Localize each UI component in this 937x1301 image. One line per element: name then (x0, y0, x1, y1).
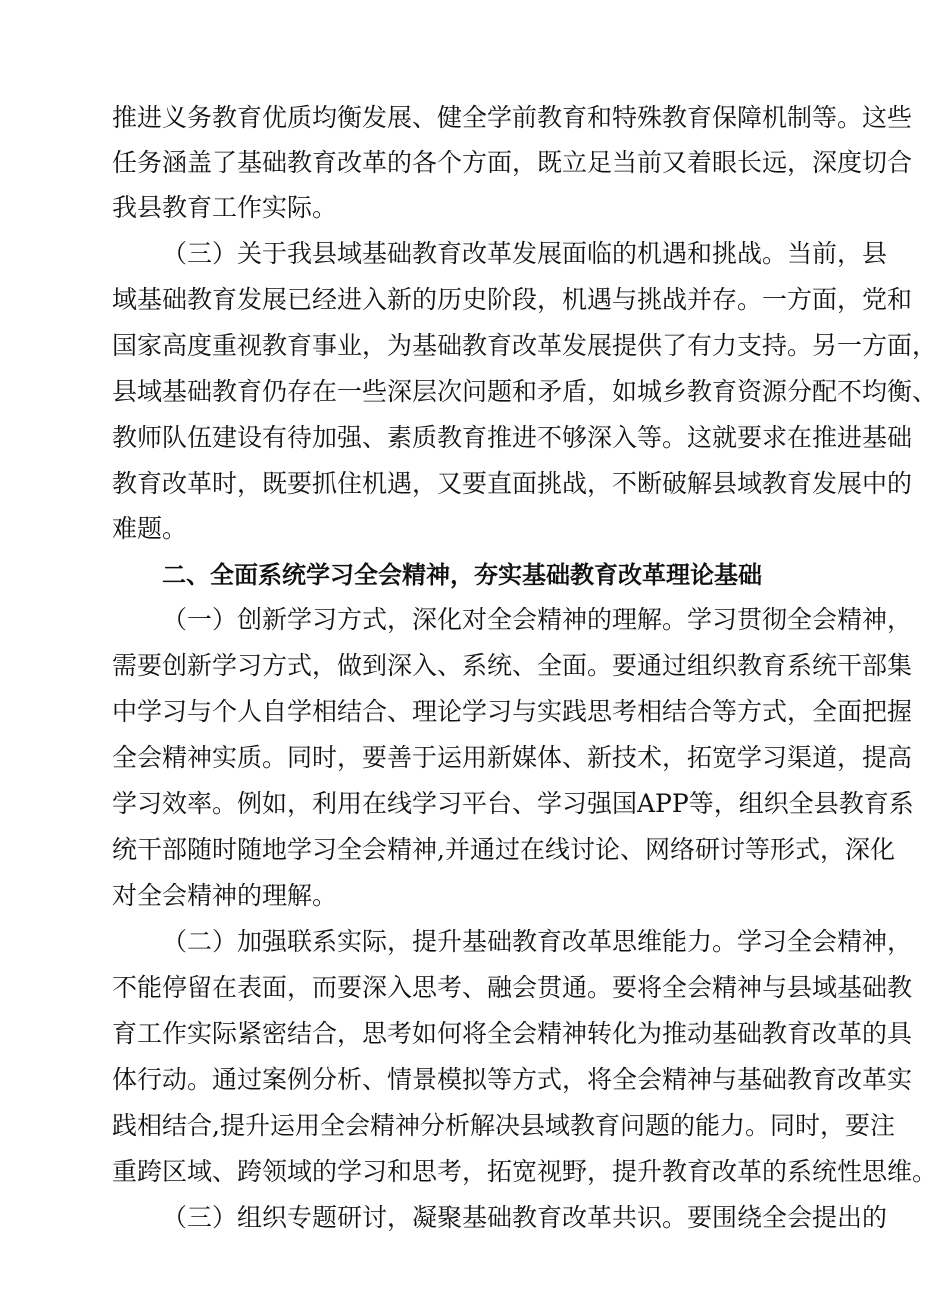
paragraph-line: 推进义务教育优质均衡发展、健全学前教育和特殊教育保障机制等。这些 (112, 103, 913, 132)
paragraph-line: 对全会精神的理解。 (112, 881, 338, 910)
paragraph-line: 全会精神实质。同时，要善于运用新媒体、新技术，拓宽学习渠道，提高 (112, 743, 913, 772)
paragraph-line: 体行动。通过案例分析、情景模拟等方式，将全会精神与基础教育改革实 (112, 1065, 913, 1094)
paragraph-line: （三）组织专题研讨，凝聚基础教育改革共识。要围绕全会提出的 (162, 1203, 888, 1232)
paragraph-line: 难题。 (112, 514, 188, 543)
paragraph-line: 县域基础教育仍存在一些深层次问题和矛盾，如城乡教育资源分配不均衡、 (112, 377, 937, 406)
paragraph-line: 国家高度重视教育事业，为基础教育改革发展提供了有力支持。另一方面， (112, 331, 937, 360)
paragraph-line: （三）关于我县域基础教育改革发展面临的机遇和挑战。当前，县 (162, 239, 888, 268)
paragraph-line: 我县教育工作实际。 (112, 193, 338, 222)
paragraph-line: 育工作实际紧密结合，思考如何将全会精神转化为推动基础教育改革的具 (112, 1019, 913, 1048)
paragraph-line: 学习效率。例如，利用在线学习平台、学习强国APP等，组织全县教育系 (112, 789, 914, 818)
paragraph-line: 不能停留在表面，而要深入思考、融会贯通。要将全会精神与县域基础教 (112, 973, 913, 1002)
paragraph-line: 教师队伍建设有待加强、素质教育推进不够深入等。这就要求在推进基础 (112, 423, 913, 452)
section-heading: 二、全面系统学习全会精神，夯实基础教育改革理论基础 (162, 561, 762, 589)
paragraph-line: 域基础教育发展已经进入新的历史阶段，机遇与挑战并存。一方面，党和 (112, 285, 913, 314)
paragraph-line: 任务涵盖了基础教育改革的各个方面，既立足当前又着眼长远，深度切合 (112, 148, 913, 177)
paragraph-line: 统干部随时随地学习全会精神,并通过在线讨论、网络研讨等形式，深化 (112, 835, 895, 864)
paragraph-line: 需要创新学习方式，做到深入、系统、全面。要通过组织教育系统干部集 (112, 651, 913, 680)
paragraph-line: 重跨区域、跨领域的学习和思考，拓宽视野，提升教育改革的系统性思维。 (112, 1157, 937, 1186)
paragraph-line: 教育改革时，既要抓住机遇，又要直面挑战，不断破解县域教育发展中的 (112, 469, 913, 498)
paragraph-line: 中学习与个人自学相结合、理论学习与实践思考相结合等方式，全面把握 (112, 697, 913, 726)
paragraph-line: （一）创新学习方式，深化对全会精神的理解。学习贯彻全会精神， (162, 605, 913, 634)
paragraph-line: 践相结合,提升运用全会精神分析解决县域教育问题的能力。同时，要注 (112, 1111, 895, 1140)
paragraph-line: （二）加强联系实际，提升基础教育改革思维能力。学习全会精神， (162, 927, 913, 956)
